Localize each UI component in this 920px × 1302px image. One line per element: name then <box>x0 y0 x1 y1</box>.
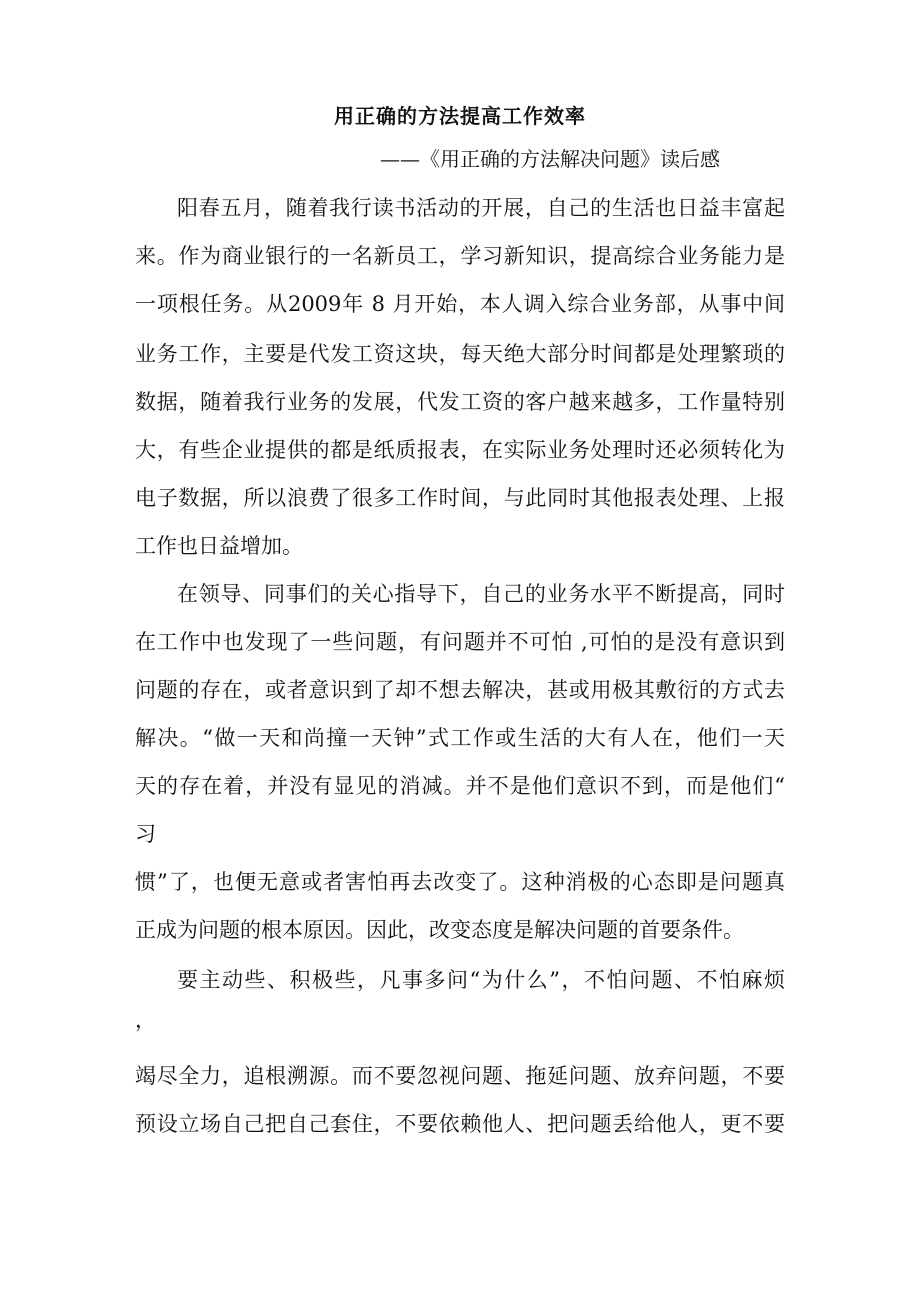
paragraph-line: 工作也日益增加。 <box>135 534 303 558</box>
paragraph-line: 电子数据，所以浪费了很多工作时间，与此同时其他报表处理、上报 <box>135 486 785 510</box>
paragraph-line: 阳春五月，随着我行读书活动的开展，自己的生活也日益丰富起 <box>177 196 785 220</box>
paragraph-line: 正成为问题的根本原因。因此，改变态度是解决问题的首要条件。 <box>135 918 744 942</box>
document-subtitle: ——《用正确的方法解决问题》读后感 <box>380 147 720 171</box>
paragraph-line: 业务工作，主要是代发工资这块，每天绝大部分时间都是处理繁琐的 <box>135 342 785 366</box>
paragraph-line: ， <box>135 1008 156 1032</box>
paragraph-line: 天的存在着，并没有显见的消减。并不是他们意识不到，而是他们“ <box>135 774 785 798</box>
paragraph-line: 要主动些、积极些，凡事多问“为什么”，不怕问题、不怕麻烦 <box>177 968 785 992</box>
paragraph-line: 问题的存在，或者意识到了却不想去解决，甚或用极其敷衍的方式去 <box>135 678 785 702</box>
paragraph-line: 大，有些企业提供的都是纸质报表，在实际业务处理时还必须转化为 <box>135 438 785 462</box>
paragraph-line: 一项根任务。从2009年 8 月开始，本人调入综合业务部，从事中间 <box>135 292 785 316</box>
paragraph-line: 预设立场自己把自己套住，不要依赖他人、把问题丢给他人，更不要 <box>135 1112 785 1136</box>
paragraph-line: 在工作中也发现了一些问题，有问题并不可怕 ,可怕的是没有意识到 <box>135 630 785 654</box>
paragraph-line: 来。作为商业银行的一名新员工，学习新知识，提高综合业务能力是 <box>135 244 785 268</box>
paragraph-line: 竭尽全力，追根溯源。而不要忽视问题、拖延问题、放弃问题，不要 <box>135 1064 785 1088</box>
paragraph-line: 解决。“做一天和尚撞一天钟”式工作或生活的大有人在，他们一天 <box>135 726 785 750</box>
document-title: 用正确的方法提高工作效率 <box>334 104 586 128</box>
paragraph-line: 惯”了，也便无意或者害怕再去改变了。这种消极的心态即是问题真 <box>135 870 785 894</box>
paragraph-line: 在领导、同事们的关心指导下，自己的业务水平不断提高，同时 <box>177 582 785 606</box>
paragraph-line: 习 <box>135 822 156 846</box>
paragraph-line: 数据，随着我行业务的发展，代发工资的客户越来越多，工作量特别 <box>135 390 785 414</box>
